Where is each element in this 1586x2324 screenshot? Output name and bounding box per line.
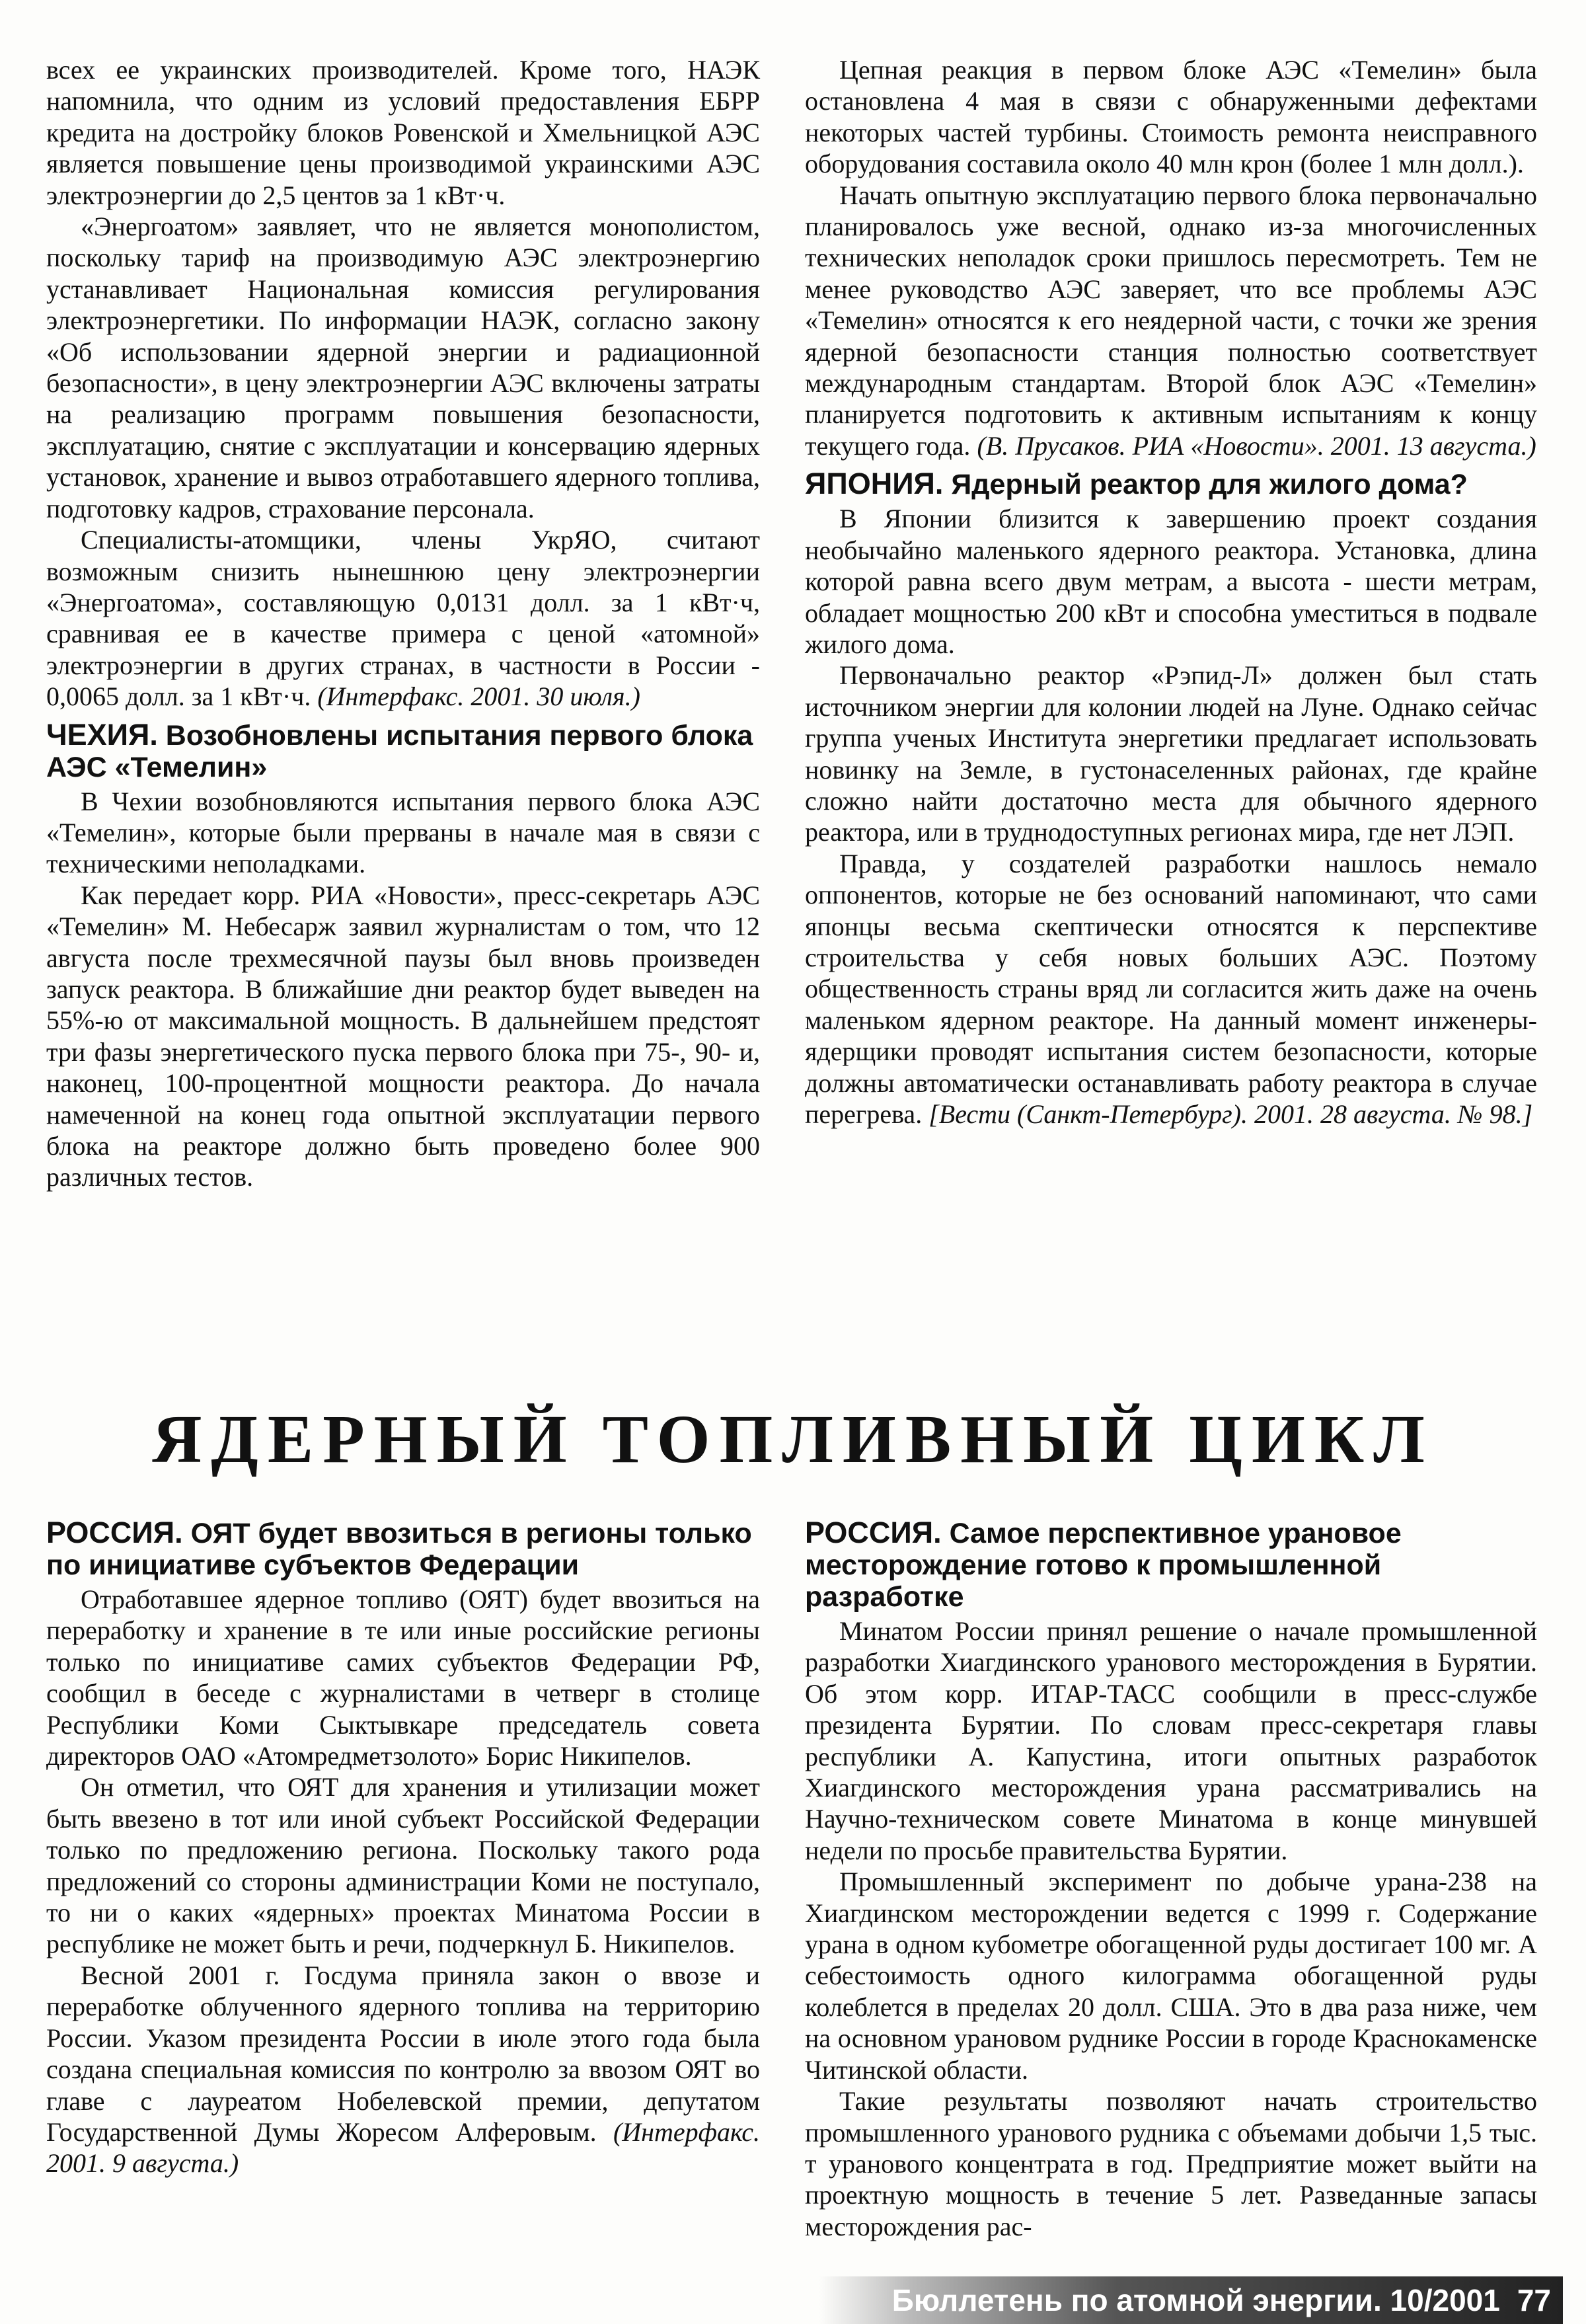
article-column-top-left: [46, 54, 760, 1193]
article-headline: [805, 468, 1537, 500]
article-headline: [46, 1517, 760, 1581]
page-footer: [819, 2276, 1563, 2324]
footer-text: [892, 2280, 1551, 2320]
paragraph: В Японии близится к завершению проект создания необычайно маленького ядерного реактора. Установка, длина которой равна всего двум метрам, а высота - шести метрам, обладает мощностью 200 кВт и способна уместиться в подвале жилого дома.: [805, 504, 1537, 659]
paragraph: Промышленный эксперимент по добыче урана-238 на Хиагдинском месторождении ведется с 1999 г. Содержание урана в одном кубометре обогащенной руды достигает 100 мг. А себестоимость одного килограмма обогащенной руды колеблется в пределах 20 долл. США. Это в два раза ниже, чем на основном урановом руднике России в городе Краснокаменске Читинской области.: [805, 1867, 1537, 2085]
paragraph: В Чехии возобновляются испытания первого блока АЭС «Темелин», которые были прерваны в начале мая в связи с техническими неполадками.: [46, 786, 760, 879]
article-headline: [46, 719, 760, 783]
headline-country: ЯПОНИЯ.: [805, 467, 944, 501]
headline-text: Возобновлены испытания первого блока АЭС «Темелин»: [46, 719, 753, 783]
headline-text: Самое перспективное урановое месторождение готово к промышленной разработке: [805, 1518, 1402, 1613]
paragraph: Правда, у создателей разработки нашлось немало оппонентов, которые не без оснований напоминают, что сами японцы весьма скептически относятся к перспективе строительства у себя новых больших АЭС. Поэтому общественность страны вряд ли согласится жить даже на очень маленьком ядерном реакторе. На данный момент инженеры-ядерщики проводят испытания систем безопасности, которые должны автоматически останавливать работу реактора в случае перегрева. [Вести (Санкт-Петербург). 2001. 28 августа. № 98.]: [805, 848, 1537, 1129]
article-column-bottom-left: [46, 1510, 760, 2179]
article-column-bottom-right: [805, 1510, 1537, 2242]
paragraph: Он отметил, что ОЯТ для хранения и утилизации может быть ввезено в тот или иной субъект Российской Федерации только по предложению региона. Поскольку такого рода предложений со стороны администрации Коми не поступало, то ни о каких «ядерных» проектах Минатома России в республике не может быть и речи, подчеркнул Б. Никипелов.: [46, 1772, 760, 1959]
headline-country: РОССИЯ.: [46, 1516, 183, 1549]
headline-text: Ядерный реактор для жилого дома?: [951, 469, 1468, 501]
paragraph: Такие результаты позволяют начать строительство промышленного уранового рудника с объемами добычи 1,5 тыс. т уранового концентрата в год. Предприятие может выйти на проектную мощность в течение 5 лет. Разведанные запасы месторождения рас-: [805, 2086, 1537, 2241]
article-headline: [805, 1517, 1537, 1613]
headline-country: ЧЕХИЯ.: [46, 717, 158, 752]
source-citation: [Вести (Санкт-Петербург). 2001. 28 августа. № 98.]: [928, 1099, 1533, 1129]
paragraph: всех ее украинских производителей. Кроме того, НАЭК напомнила, что одним из условий предоставления ЕБРР кредита на достройку блоков Ровенской и Хмельницкой АЭС является повышение цены производимой украинскими АЭС электроэнергии до 2,5 центов за 1 кВт·ч.: [46, 55, 760, 210]
paragraph: Начать опытную эксплуатацию первого блока первоначально планировалось уже весной, однако из-за многочисленных технических неполадок сроки пришлось пересмотреть. Тем не менее руководство АЭС заверяет, что все проблемы АЭС «Темелин» относятся к его неядерной части, с точки же зрения ядерной безопасности станция полностью соответствует международным стандартам. Второй блок АЭС «Темелин» планируется подготовить к активным испытаниям к концу текущего года. (В. Прусаков. РИА «Новости». 2001. 13 августа.): [805, 180, 1537, 461]
headline-country: РОССИЯ.: [805, 1516, 942, 1549]
journal-title: Бюллетень по атомной энергии. 10/2001: [891, 2283, 1500, 2317]
paragraph: Специалисты-атомщики, члены УкрЯО, считают возможным снизить нынешнюю цену электроэнергии «Энергоатома», составляющую 0,0131 долл. за 1 кВт·ч, сравнивая ее в качестве примера с ценой «атомной» электроэнергии в других странах, в частности в России - 0,0065 долл. за 1 кВт·ч. (Интерфакс. 2001. 30 июля.): [46, 525, 760, 712]
paragraph: Первоначально реактор «Рэпид-Л» должен был стать источником энергии для колонии людей на Луне. Однако сейчас группа ученых Института энергетики предлагает использовать новинку на Земле, в густонаселенных районах, где крайне сложно найти достаточно места для обычного ядерного реактора, или в труднодоступных регионах мира, где нет ЛЭП.: [805, 660, 1537, 847]
article-column-top-right: [805, 54, 1537, 1130]
page-number: 77: [1517, 2283, 1551, 2317]
source-citation: (Интерфакс. 2001. 9 августа.): [46, 2116, 760, 2179]
source-citation: (Интерфакс. 2001. 30 июля.): [317, 681, 640, 712]
source-citation: (В. Прусаков. РИА «Новости». 2001. 13 августа.): [977, 430, 1536, 461]
paragraph: Цепная реакция в первом блоке АЭС «Темелин» была остановлена 4 мая в связи с обнаруженными дефектами некоторых частей турбины. Стоимость ремонта неисправного оборудования составила около 40 млн крон (более 1 млн долл.).: [805, 55, 1537, 179]
paragraph: Весной 2001 г. Госдума приняла закон о ввозе и переработке облученного ядерного топлива на территорию России. Указом президента России в июле этого года была создана специальная комиссия по контролю за ввозом ОЯТ во главе с лауреатом Нобелевской премии, депутатом Государственной Думы Жоресом Алферовым. (Интерфакс. 2001. 9 августа.): [46, 1960, 760, 2179]
paragraph: Как передает корр. РИА «Новости», пресс-секретарь АЭС «Темелин» М. Небесарж заявил журналистам о том, что 12 августа после трехмесячной паузы был вновь произведен запуск реактора. В ближайшие дни реактор будет выведен на 55%-ю от максимальной мощность. В дальнейшем предстоят три фазы энергетического пуска первого блока при 75-, 90- и, наконец, 100-процентной мощности реактора. До начала намеченной на конец года опытной эксплуатации первого блока на реакторе должно быть проведено более 900 различных тестов.: [46, 880, 760, 1192]
paragraph: «Энергоатом» заявляет, что не является монополистом, поскольку тариф на производимую АЭС электроэнергию устанавливает Национальная комиссия регулирования электроэнергетики. По информации НАЭК, согласно закону «Об использовании ядерной энергии и радиационной безопасности», в цену электроэнергии АЭС включены затраты на реализацию программ повышения безопасности, эксплуатацию, снятие с эксплуатации и консервацию ядерных установок, хранение и вывоз отработавшего ядерного топлива, подготовку кадров, страхование персонала.: [46, 212, 760, 523]
headline-text: ОЯТ будет ввозиться в регионы только по инициативе субъектов Федерации: [46, 1518, 752, 1581]
section-title: ЯДЕРНЫЙ ТОПЛИВНЫЙ ЦИКЛ: [152, 1401, 1434, 1477]
paragraph: Минатом России принял решение о начале промышленной разработки Хиагдинского уранового месторождения в Бурятии. Об этом корр. ИТАР-ТАСС сообщили в пресс-службе президента Бурятии. По словам пресс-секретаря главы республики А. Капустина, итоги опытных разработок Хиагдинского месторождения урана рассматривались на Научно-техническом совете Минатома в конце минувшей недели по просьбе правительства Бурятии.: [805, 1616, 1537, 1865]
paragraph: Отработавшее ядерное топливо (ОЯТ) будет ввозиться на переработку и хранение в те или иные российские регионы только по инициативе самих субъектов Федерации РФ, сообщил в беседе с журналистами в четверг в столице Республики Коми Сыктывкаре председатель совета директоров ОАО «Атомредметзолото» Борис Никипелов.: [46, 1584, 760, 1771]
